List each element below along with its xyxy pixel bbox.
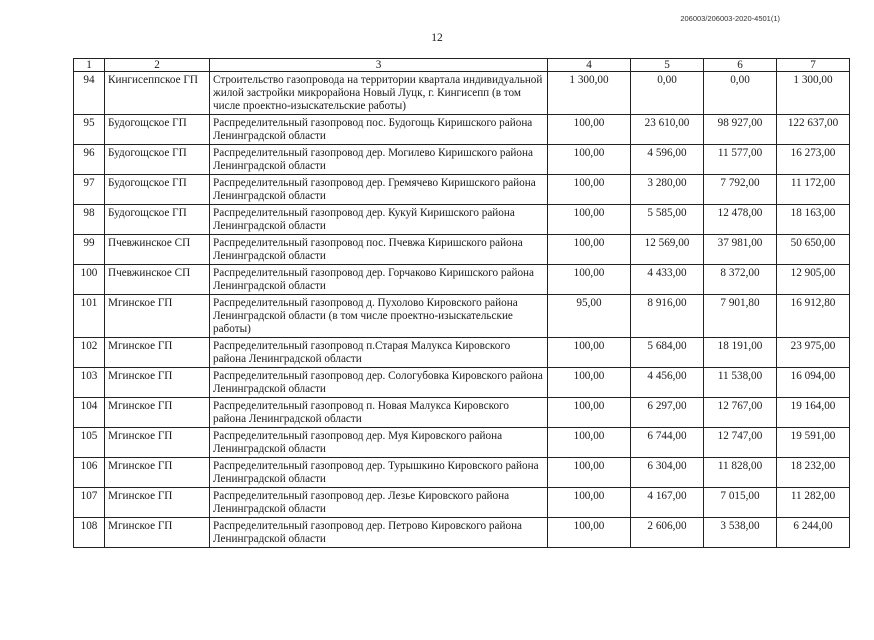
value-col-4: 100,00 <box>548 398 631 428</box>
value-col-4: 100,00 <box>548 338 631 368</box>
value-col-4: 100,00 <box>548 145 631 175</box>
row-number: 107 <box>74 488 105 518</box>
value-col-6: 3 538,00 <box>704 518 777 548</box>
value-col-6: 98 927,00 <box>704 115 777 145</box>
project-description: Распределительный газопровод пос. Будогощь Киришского района Ленинградской области <box>210 115 548 145</box>
table-row <box>74 398 850 428</box>
value-col-7: 11 282,00 <box>777 488 850 518</box>
value-col-6: 8 372,00 <box>704 265 777 295</box>
gas-pipeline-table <box>73 58 850 548</box>
value-col-7: 6 244,00 <box>777 518 850 548</box>
table-row <box>74 175 850 205</box>
municipality: Пчевжинское СП <box>105 235 210 265</box>
value-col-7: 16 094,00 <box>777 368 850 398</box>
column-header: 1 <box>74 59 105 72</box>
value-col-5: 12 569,00 <box>631 235 704 265</box>
row-number: 94 <box>74 72 105 115</box>
project-description: Распределительный газопровод дер. Сологубовка Кировского района Ленинградской области <box>210 368 548 398</box>
value-col-6: 12 767,00 <box>704 398 777 428</box>
row-number: 99 <box>74 235 105 265</box>
value-col-4: 95,00 <box>548 295 631 338</box>
value-col-6: 7 901,80 <box>704 295 777 338</box>
project-description: Распределительный газопровод дер. Горчаково Киришского района Ленинградской области <box>210 265 548 295</box>
value-col-7: 12 905,00 <box>777 265 850 295</box>
value-col-5: 8 916,00 <box>631 295 704 338</box>
value-col-5: 0,00 <box>631 72 704 115</box>
column-header: 7 <box>777 59 850 72</box>
project-description: Распределительный газопровод дер. Гремячево Киришского района Ленинградской области <box>210 175 548 205</box>
table-row <box>74 428 850 458</box>
municipality: Будогощское ГП <box>105 115 210 145</box>
value-col-6: 18 191,00 <box>704 338 777 368</box>
municipality: Мгинское ГП <box>105 518 210 548</box>
table-row <box>74 145 850 175</box>
value-col-6: 7 792,00 <box>704 175 777 205</box>
municipality: Будогощское ГП <box>105 145 210 175</box>
row-number: 108 <box>74 518 105 548</box>
project-description: Распределительный газопровод дер. Муя Кировского района Ленинградской области <box>210 428 548 458</box>
row-number: 95 <box>74 115 105 145</box>
value-col-7: 19 591,00 <box>777 428 850 458</box>
table-row <box>74 72 850 115</box>
value-col-4: 100,00 <box>548 518 631 548</box>
value-col-7: 50 650,00 <box>777 235 850 265</box>
column-header: 6 <box>704 59 777 72</box>
project-description: Распределительный газопровод пос. Пчевжа Киришского района Ленинградской области <box>210 235 548 265</box>
row-number: 101 <box>74 295 105 338</box>
value-col-4: 100,00 <box>548 205 631 235</box>
municipality: Пчевжинское СП <box>105 265 210 295</box>
value-col-7: 16 273,00 <box>777 145 850 175</box>
page-number: 12 <box>431 32 443 44</box>
value-col-7: 19 164,00 <box>777 398 850 428</box>
value-col-6: 37 981,00 <box>704 235 777 265</box>
value-col-5: 6 744,00 <box>631 428 704 458</box>
project-description: Распределительный газопровод п. Новая Малукса Кировского района Ленинградской области <box>210 398 548 428</box>
project-description: Распределительный газопровод дер. Кукуй Киришского района Ленинградской области <box>210 205 548 235</box>
table-row <box>74 115 850 145</box>
project-description: Строительство газопровода на территории квартала индивидуальной жилой застройки микрорайона Новый Луцк, г. Кингисепп (в том числе проектно-изыскательские работы) <box>210 72 548 115</box>
value-col-5: 5 585,00 <box>631 205 704 235</box>
value-col-5: 2 606,00 <box>631 518 704 548</box>
municipality: Мгинское ГП <box>105 488 210 518</box>
value-col-5: 4 167,00 <box>631 488 704 518</box>
municipality: Будогощское ГП <box>105 175 210 205</box>
project-description: Распределительный газопровод дер. Могилево Киришского района Ленинградской области <box>210 145 548 175</box>
row-number: 105 <box>74 428 105 458</box>
value-col-4: 100,00 <box>548 458 631 488</box>
column-header: 3 <box>210 59 548 72</box>
value-col-6: 11 538,00 <box>704 368 777 398</box>
municipality: Мгинское ГП <box>105 428 210 458</box>
value-col-5: 6 297,00 <box>631 398 704 428</box>
table-row <box>74 205 850 235</box>
value-col-5: 4 596,00 <box>631 145 704 175</box>
value-col-4: 100,00 <box>548 115 631 145</box>
value-col-7: 18 232,00 <box>777 458 850 488</box>
value-col-4: 100,00 <box>548 488 631 518</box>
value-col-4: 100,00 <box>548 235 631 265</box>
municipality: Мгинское ГП <box>105 338 210 368</box>
value-col-7: 11 172,00 <box>777 175 850 205</box>
value-col-4: 1 300,00 <box>548 72 631 115</box>
value-col-7: 23 975,00 <box>777 338 850 368</box>
value-col-5: 6 304,00 <box>631 458 704 488</box>
value-col-7: 122 637,00 <box>777 115 850 145</box>
municipality: Мгинское ГП <box>105 295 210 338</box>
row-number: 100 <box>74 265 105 295</box>
value-col-4: 100,00 <box>548 175 631 205</box>
value-col-5: 23 610,00 <box>631 115 704 145</box>
value-col-6: 12 747,00 <box>704 428 777 458</box>
value-col-4: 100,00 <box>548 428 631 458</box>
value-col-5: 5 684,00 <box>631 338 704 368</box>
column-header: 4 <box>548 59 631 72</box>
value-col-5: 3 280,00 <box>631 175 704 205</box>
column-header: 5 <box>631 59 704 72</box>
project-description: Распределительный газопровод д. Пухолово Кировского района Ленинградской области (в том числе проектно-изыскательские работы) <box>210 295 548 338</box>
table-row <box>74 458 850 488</box>
value-col-6: 11 577,00 <box>704 145 777 175</box>
row-number: 98 <box>74 205 105 235</box>
table-row <box>74 368 850 398</box>
value-col-6: 7 015,00 <box>704 488 777 518</box>
column-header: 2 <box>105 59 210 72</box>
project-description: Распределительный газопровод п.Старая Малукса Кировского района Ленинградской области <box>210 338 548 368</box>
value-col-6: 0,00 <box>704 72 777 115</box>
row-number: 97 <box>74 175 105 205</box>
document-code: 206003/206003-2020-4501(1) <box>680 14 780 23</box>
table-row <box>74 518 850 548</box>
value-col-7: 1 300,00 <box>777 72 850 115</box>
value-col-5: 4 433,00 <box>631 265 704 295</box>
municipality: Кингисеппское ГП <box>105 72 210 115</box>
value-col-7: 18 163,00 <box>777 205 850 235</box>
value-col-7: 16 912,80 <box>777 295 850 338</box>
project-description: Распределительный газопровод дер. Турышкино Кировского района Ленинградской области <box>210 458 548 488</box>
project-description: Распределительный газопровод дер. Лезье Кировского района Ленинградской области <box>210 488 548 518</box>
row-number: 96 <box>74 145 105 175</box>
table-row <box>74 295 850 338</box>
project-description: Распределительный газопровод дер. Петрово Кировского района Ленинградской области <box>210 518 548 548</box>
municipality: Мгинское ГП <box>105 368 210 398</box>
table-row <box>74 235 850 265</box>
value-col-6: 12 478,00 <box>704 205 777 235</box>
table-row <box>74 488 850 518</box>
municipality: Будогощское ГП <box>105 205 210 235</box>
municipality: Мгинское ГП <box>105 458 210 488</box>
row-number: 104 <box>74 398 105 428</box>
value-col-4: 100,00 <box>548 368 631 398</box>
row-number: 106 <box>74 458 105 488</box>
table-row <box>74 265 850 295</box>
table-header-row <box>74 59 850 72</box>
municipality: Мгинское ГП <box>105 398 210 428</box>
value-col-4: 100,00 <box>548 265 631 295</box>
table-row <box>74 338 850 368</box>
row-number: 103 <box>74 368 105 398</box>
value-col-6: 11 828,00 <box>704 458 777 488</box>
value-col-5: 4 456,00 <box>631 368 704 398</box>
row-number: 102 <box>74 338 105 368</box>
